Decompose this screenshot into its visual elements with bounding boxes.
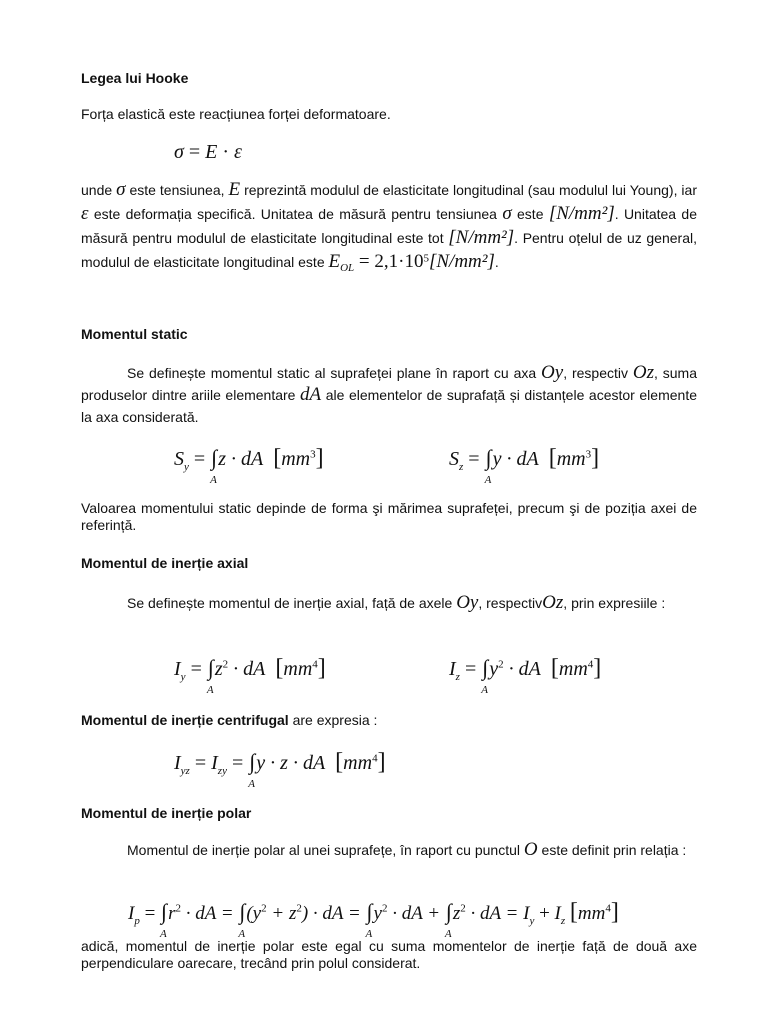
heading-hooke: Legea lui Hooke bbox=[81, 70, 189, 86]
equation-sz: $S_z$ = ∫ A y · dA $[mm^3]$ bbox=[449, 445, 600, 486]
equation-sy: $S_y$ = ∫ A z · dA $[mm^3]$ bbox=[174, 445, 324, 486]
centrifugal-line: Momentul de inerție centrifugal are expresia : bbox=[81, 712, 378, 728]
heading-static: Momentul static bbox=[81, 326, 188, 342]
heading-polar: Momentul de inerție polar bbox=[81, 805, 252, 821]
heading-centrifugal: Momentul de inerție centrifugal bbox=[81, 712, 289, 728]
equation-iz: $I_z$ = ∫ A $y^2$ · dA $[mm^4]$ bbox=[449, 655, 602, 696]
equation-iy: $I_y$ = ∫ A $z^2$ · dA $[mm^4]$ bbox=[174, 655, 326, 696]
static-paragraph: Se definește momentul static al suprafeței plane în raport cu axa Oy, respectiv Oz, suma produselor dintre ariile elementare dA ale elementelor de suprafață și distanțele acestor elemente la axa considerată. bbox=[81, 362, 697, 425]
static-note: Valoarea momentului static depinde de forma şi mărimea suprafeței, precum şi de poziția axei de referință. bbox=[81, 500, 697, 533]
polar-conclusion: adică, momentul de inerție polar este egal cu suma momentelor de inerție față de două axe perpendiculare oarecare, trecând prin polul considerat. bbox=[81, 938, 697, 971]
equation-ip: $I_p$ = ∫ A $r^2$ · dA = ∫ A $(y^2 + z^2)$ · dA = ∫ A $y^2$ · dA + ∫ A $z^2$ · dA = $I_y + I_z$ $[mm^4]$ bbox=[128, 899, 619, 940]
intro-text: Forța elastică este reacțiunea forței deformatoare. bbox=[81, 106, 391, 122]
equation-iyz: $I_{yz} = I_{zy}$ = ∫ A y · z · dA $[mm^4]$ bbox=[174, 749, 386, 790]
heading-axial: Momentul de inerție axial bbox=[81, 555, 249, 571]
hooke-paragraph: unde σ este tensiunea, E reprezintă modulul de elasticitate longitudinal (sau modulul lui Young), iar ε este deformația specifică. Unitatea de măsură pentru tensiunea σ este [N/mm²]. Unitatea de măsură pentru modulul de elasticitate longitudinal este tot [N/mm²]. Pentru oțelul de uz general, modulul de elasticitate longitudinal este $E_{OL} = 2,1\cdot 10^5[N/mm^2]$. bbox=[81, 179, 697, 274]
polar-paragraph: Momentul de inerție polar al unei suprafețe, în raport cu punctul O este definit prin relația : bbox=[127, 839, 687, 860]
hooke-equation: σ = E · ε bbox=[174, 141, 242, 163]
axial-paragraph: Se definește momentul de inerție axial, față de axele Oy, respectivOz, prin expresiile : bbox=[127, 592, 666, 613]
